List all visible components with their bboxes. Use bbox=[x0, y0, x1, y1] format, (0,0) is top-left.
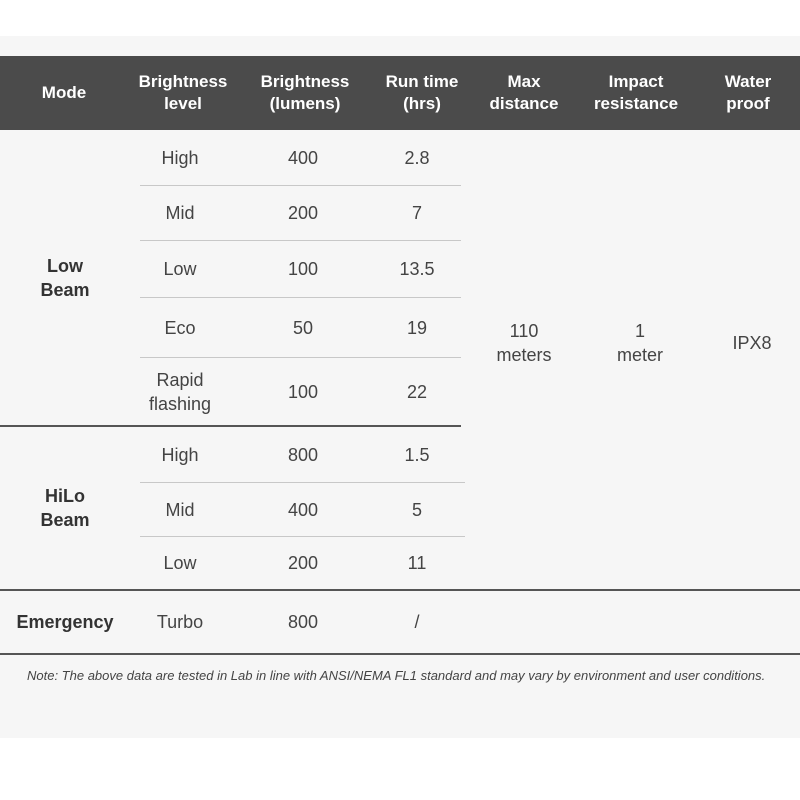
cell-runtime: 7 bbox=[411, 203, 422, 223]
cell-runtime: 13.5 bbox=[399, 259, 435, 279]
cell-lumens: 400 bbox=[287, 148, 319, 168]
cell-runtime: / bbox=[414, 612, 420, 632]
header-brightness-lumens: Brightness (lumens) bbox=[260, 72, 350, 113]
cell-runtime: 2.8 bbox=[404, 148, 430, 168]
cell-lumens: 100 bbox=[287, 259, 319, 279]
cell-lumens: 200 bbox=[287, 553, 319, 573]
cell-level: High bbox=[161, 148, 199, 168]
header-brightness-level: Brightness level bbox=[138, 72, 228, 113]
cell-runtime: 5 bbox=[411, 500, 422, 520]
cell-runtime: 1.5 bbox=[404, 445, 430, 465]
cell-level: Mid bbox=[165, 500, 195, 520]
header-max-distance: Max distance bbox=[489, 72, 559, 113]
cell-runtime: 11 bbox=[407, 553, 427, 573]
cell-runtime: 19 bbox=[406, 318, 428, 338]
mode-hilo-beam: HiLo Beam bbox=[40, 486, 90, 530]
cell-level: Rapid flashing bbox=[148, 370, 212, 414]
cell-lumens: 50 bbox=[292, 318, 314, 338]
header-impact-resistance: Impact resistance bbox=[593, 72, 679, 113]
cell-level: High bbox=[161, 445, 199, 465]
cell-level: Mid bbox=[165, 203, 195, 223]
cell-impact-resistance: 1 meter bbox=[616, 320, 663, 365]
cell-water-proof: IPX8 bbox=[732, 332, 772, 353]
cell-max-distance: 110 meters bbox=[496, 320, 552, 365]
header-mode: Mode bbox=[41, 83, 87, 102]
cell-lumens: 100 bbox=[287, 382, 319, 402]
mode-emergency: Emergency bbox=[16, 612, 114, 632]
cell-level: Eco bbox=[164, 318, 196, 338]
cell-level: Turbo bbox=[156, 612, 204, 632]
header-water-proof: Water proof bbox=[724, 72, 772, 113]
cell-level: Low bbox=[163, 553, 197, 573]
header-run-time: Run time (hrs) bbox=[385, 72, 459, 113]
cell-runtime: 22 bbox=[406, 382, 428, 402]
cell-level: Low bbox=[163, 259, 197, 279]
footnote: Note: The above data are tested in Lab in line with ANSI/NEMA FL1 standard and may vary by environment and user conditions. bbox=[27, 668, 766, 683]
cell-lumens: 800 bbox=[287, 445, 319, 465]
cell-lumens: 400 bbox=[287, 500, 319, 520]
cell-lumens: 200 bbox=[287, 203, 319, 223]
table-bottom-border bbox=[0, 653, 800, 655]
mode-low-beam: Low Beam bbox=[40, 256, 90, 300]
cell-lumens: 800 bbox=[287, 612, 319, 632]
